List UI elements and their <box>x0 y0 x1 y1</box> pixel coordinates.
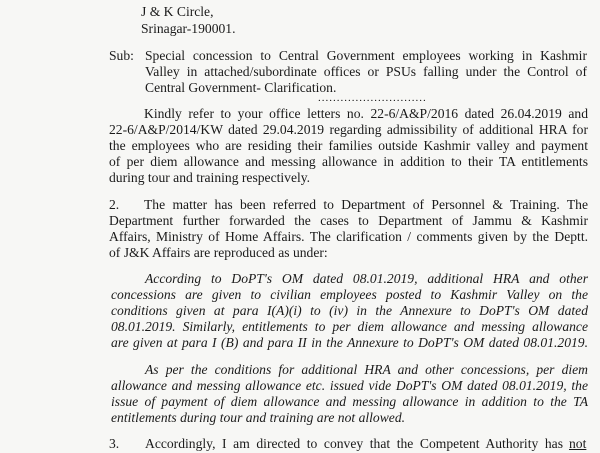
quote2-line-2: allowance and messing allowance etc. issued vide DoPT's OM dated 08.01.2019, the <box>111 378 588 393</box>
para1-line-2: 22-6/A&P/2014/KW dated 29.04.2019 regarding admissibility of additional HRA for <box>109 122 588 137</box>
para2-line-4: of J&K Affairs are reproduced as under: <box>109 245 328 260</box>
para1-line-3: the employees who are residing their families outside Kashmir valley and payment <box>109 138 588 153</box>
para3-number: 3. <box>109 436 120 451</box>
para1-line-1: Kindly refer to your office letters no. 22-6/A&P/2016 dated 26.04.2019 and <box>144 106 588 121</box>
separator-dots: ............................. <box>318 92 427 104</box>
address-line-2: Srinagar-190001. <box>141 21 236 36</box>
subject-label: Sub: <box>109 48 134 63</box>
para3-emphasis-text: not <box>569 436 587 451</box>
quote1-line-5: are given at para I (B) and para II in the Annexure to DoPT's OM dated 08.01.2019. <box>111 335 588 350</box>
address-line-1: J & K Circle, <box>141 4 214 19</box>
quote2-line-3: issue of payment of diem allowance and messing allowance in addition to the TA <box>111 394 588 409</box>
para1-line-4: of per diem allowance and messing allowance in addition to their TA entitlements <box>109 154 588 169</box>
para2-line-3: Affairs, Ministry of Home Affairs. The clarification / comments given by the Deptt. <box>109 229 588 244</box>
quote2-line-4: entitlements during tour and training are not allowed. <box>111 410 406 425</box>
subject-line-1: Special concession to Central Government employees working in Kashmir <box>145 48 587 63</box>
quote2-line-1: As per the conditions for additional HRA and other concessions, per diem <box>145 362 588 377</box>
subject-line-2: Valley in attached/subordinate offices or PSUs falling under the Control of <box>145 64 587 79</box>
subject-line-3: Central Government- Clarification. <box>145 80 337 95</box>
para3-line-1: Accordingly, I am directed to convey that the Competent Authority has <box>145 436 563 451</box>
para2-number: 2. <box>109 197 120 212</box>
quote1-line-3: conditions given at para I(A)(i) to (iv) in the Annexure to DoPT's OM dated <box>111 303 588 318</box>
para2-line-1: The matter has been referred to Department of Personnel & Training. The <box>144 197 588 212</box>
para2-line-2: Department further forwarded the cases to Department of Jammu & Kashmir <box>109 213 588 228</box>
quote1-line-1: According to DoPT's OM dated 08.01.2019, additional HRA and other <box>145 271 588 286</box>
para1-line-5: during tour and training respectively. <box>109 170 311 185</box>
quote1-line-2: concessions are given to civilian employees posted to Kashmir Valley on the <box>111 287 588 302</box>
quote1-line-4: 08.01.2019. Similarly, entitlements to per diem allowance and messing allowance <box>111 319 588 334</box>
para3-emphasis <box>569 436 586 453</box>
